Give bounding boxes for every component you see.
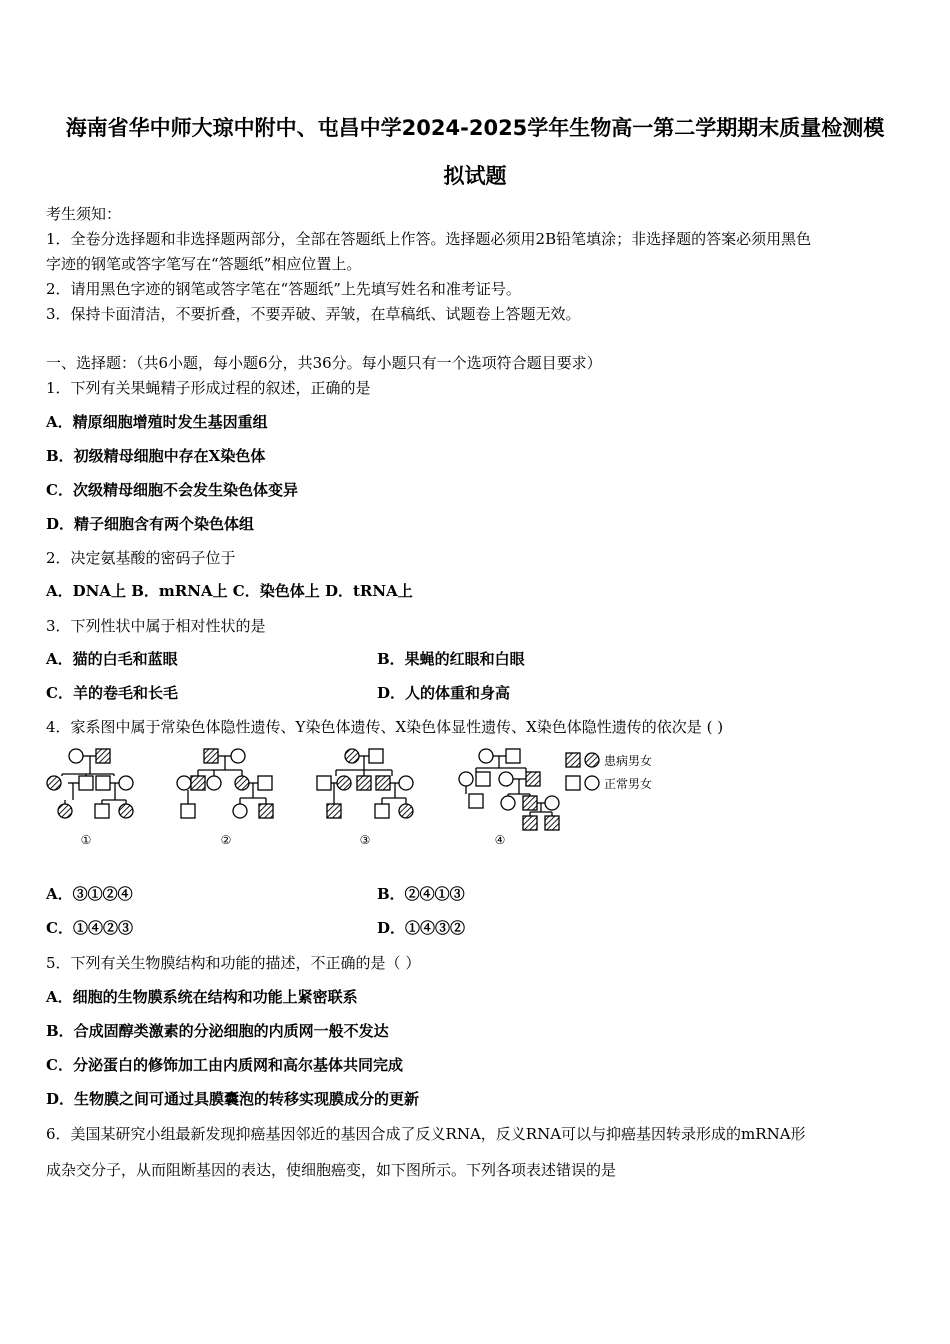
legend-normal-female-icon — [585, 776, 599, 790]
notice-item-3: 3．保持卡面清洁，不要折叠，不要弄破、弄皱，在草稿纸、试题卷上答题无效。 — [46, 305, 581, 323]
page-title-line2: 拟试题 — [443, 164, 507, 188]
notice-item-1b: 字迹的钢笔或答字笔写在“答题纸”相应位置上。 — [46, 255, 362, 273]
q6-stem-line2: 成杂交分子，从而阻断基因的表达，使细胞癌变，如下图所示。下列各项表述错误的是 — [46, 1161, 617, 1179]
q5-option-a: A．细胞的生物膜系统在结构和功能上紧密联系 — [46, 988, 358, 1006]
legend-affected-male-icon — [566, 753, 580, 767]
pedigree-label-3: ③ — [359, 833, 371, 847]
q1-option-d: D．精子细胞含有两个染色体组 — [46, 515, 255, 533]
q4-option-d: D．①④③② — [377, 919, 466, 937]
q6-stem-line1: 6．美国某研究小组最新发现抑癌基因邻近的基因合成了反义RNA，反义RNA可以与抑癌基因转录形成的mRNA形 — [46, 1125, 806, 1143]
legend — [566, 753, 599, 790]
section-heading: 一、选择题：（共6小题，每小题6分，共36分。每小题只有一个选项符合题目要求） — [46, 354, 602, 372]
page-title-line1: 海南省华中师大琼中附中、屯昌中学2024-2025学年生物高一第二学期期末质量检测模 — [65, 116, 885, 140]
pedigree-3 — [317, 749, 413, 818]
legend-normal-male-icon — [566, 776, 580, 790]
q3-option-b: B．果蝇的红眼和白眼 — [377, 650, 525, 668]
q3-option-d: D．人的体重和身高 — [377, 684, 511, 702]
q4-option-b: B．②④①③ — [377, 885, 465, 903]
q1-option-a: A．精原细胞增殖时发生基因重组 — [46, 413, 268, 431]
q1-stem: 1．下列有关果蝇精子形成过程的叙述，正确的是 — [46, 379, 371, 397]
notice-item-2: 2．请用黑色字迹的钢笔或答字笔在“答题纸”上先填写姓名和准考证号。 — [46, 280, 521, 298]
q1-option-c: C．次级精母细胞不会发生染色体变异 — [46, 481, 298, 499]
notice-heading: 考生须知： — [46, 205, 122, 223]
notice-item-1a: 1．全卷分选择题和非选择题两部分，全部在答题纸上作答。选择题必须用2B铅笔填涂；非选择题的答案必须用黑色 — [46, 230, 812, 248]
pedigree-label-2: ② — [220, 833, 232, 847]
q3-stem: 3．下列性状中属于相对性状的是 — [46, 617, 266, 635]
pedigree-1 — [47, 749, 133, 818]
q2-options: A．DNA上 B．mRNA上 C．染色体上 D．tRNA上 — [46, 582, 413, 600]
legend-affected-label: 患病男女 — [604, 754, 653, 768]
q1-option-b: B．初级精母细胞中存在X染色体 — [46, 447, 266, 465]
pedigree-2 — [177, 749, 273, 818]
q5-option-b: B．合成固醇类激素的分泌细胞的内质网一般不发达 — [46, 1022, 389, 1040]
q3-option-a: A．猫的白毛和蓝眼 — [46, 650, 178, 668]
q4-stem: 4．家系图中属于常染色体隐性遗传、Y染色体遗传、X染色体显性遗传、X染色体隐性遗传的依次是 ( ) — [46, 718, 724, 736]
q4-option-a: A．③①②④ — [46, 885, 133, 903]
q3-option-c: C．羊的卷毛和长毛 — [46, 684, 178, 702]
q2-stem: 2．决定氨基酸的密码子位于 — [46, 549, 236, 567]
pedigree-label-4: ④ — [494, 833, 506, 847]
pedigree-label-1: ① — [80, 833, 92, 847]
q4-option-c: C．①④②③ — [46, 919, 133, 937]
legend-affected-female-icon — [585, 753, 599, 767]
pedigree-figure — [40, 742, 680, 854]
q5-option-d: D．生物膜之间可通过具膜囊泡的转移实现膜成分的更新 — [46, 1090, 420, 1108]
q5-option-c: C．分泌蛋白的修饰加工由内质网和高尔基体共同完成 — [46, 1056, 403, 1074]
q5-stem: 5．下列有关生物膜结构和功能的描述，不正确的是（ ） — [46, 954, 421, 972]
pedigree-4 — [459, 749, 559, 830]
legend-normal-label: 正常男女 — [604, 777, 653, 791]
